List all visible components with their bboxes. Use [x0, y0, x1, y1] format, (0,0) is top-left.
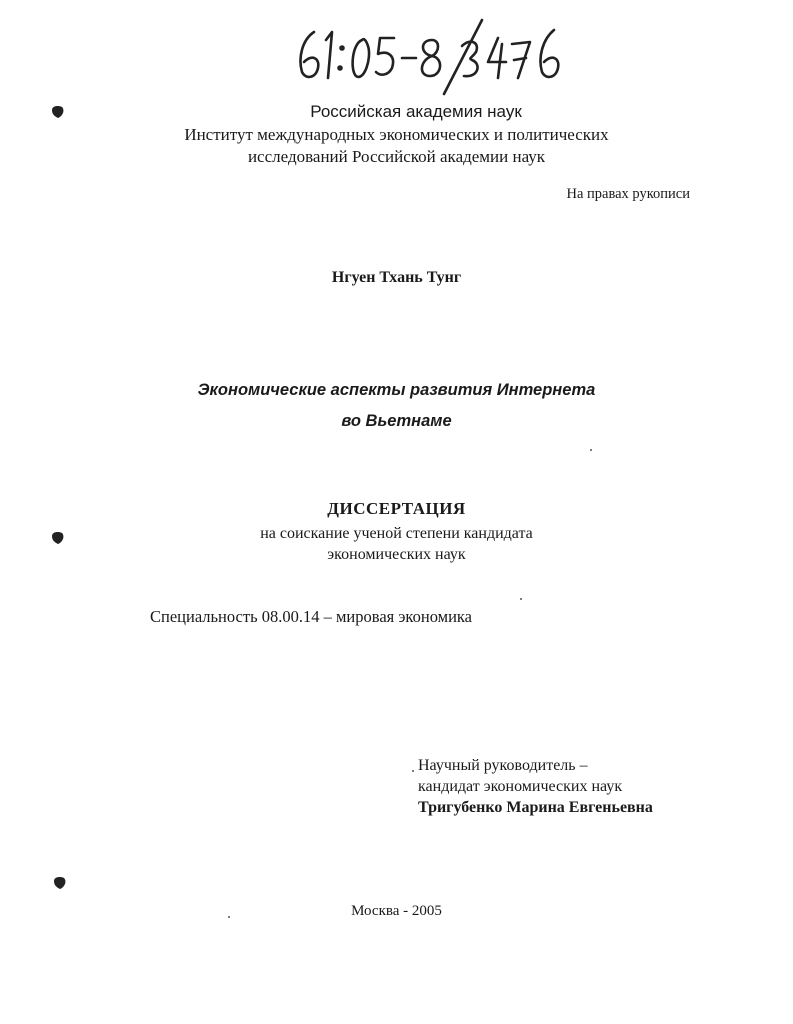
degree-description	[0, 523, 793, 565]
title-line-1: Экономические аспекты развития Интернета	[197, 381, 596, 399]
dissertation-title	[0, 375, 793, 437]
rights-note: На правах рукописи	[566, 186, 690, 202]
handwritten-archive-code-drawing	[292, 18, 572, 96]
supervisor-block	[418, 755, 653, 818]
scan-speck	[412, 770, 414, 772]
academy-name: Российская академия наук	[310, 102, 522, 121]
archive-number-handwritten	[292, 18, 572, 96]
degree-line-2: экономических наук	[327, 546, 466, 563]
author-name: Нгуен Тхань Тунг	[331, 269, 462, 286]
institute-line-2: исследований Российской академии наук	[247, 147, 546, 166]
punch-mark	[50, 104, 66, 120]
degree-line-1: на соискание ученой степени кандидата	[260, 525, 533, 542]
city-year: Москва - 2005	[351, 903, 442, 919]
institute-line-1: Институт международных экономических и политических	[184, 125, 609, 144]
scan-speck	[590, 449, 592, 451]
scan-speck	[520, 598, 522, 600]
punch-mark	[52, 875, 68, 891]
specialty: Специальность 08.00.14 – мировая экономика	[150, 607, 472, 626]
supervisor-role: Научный руководитель –	[418, 757, 588, 774]
dissertation-label: ДИССЕРТАЦИЯ	[327, 499, 466, 518]
supervisor-degree: кандидат экономических наук	[418, 778, 623, 795]
institute-name	[0, 124, 793, 168]
supervisor-name: Тригубенко Марина Евгеньевна	[418, 799, 653, 816]
title-line-2: во Вьетнаме	[341, 412, 452, 430]
